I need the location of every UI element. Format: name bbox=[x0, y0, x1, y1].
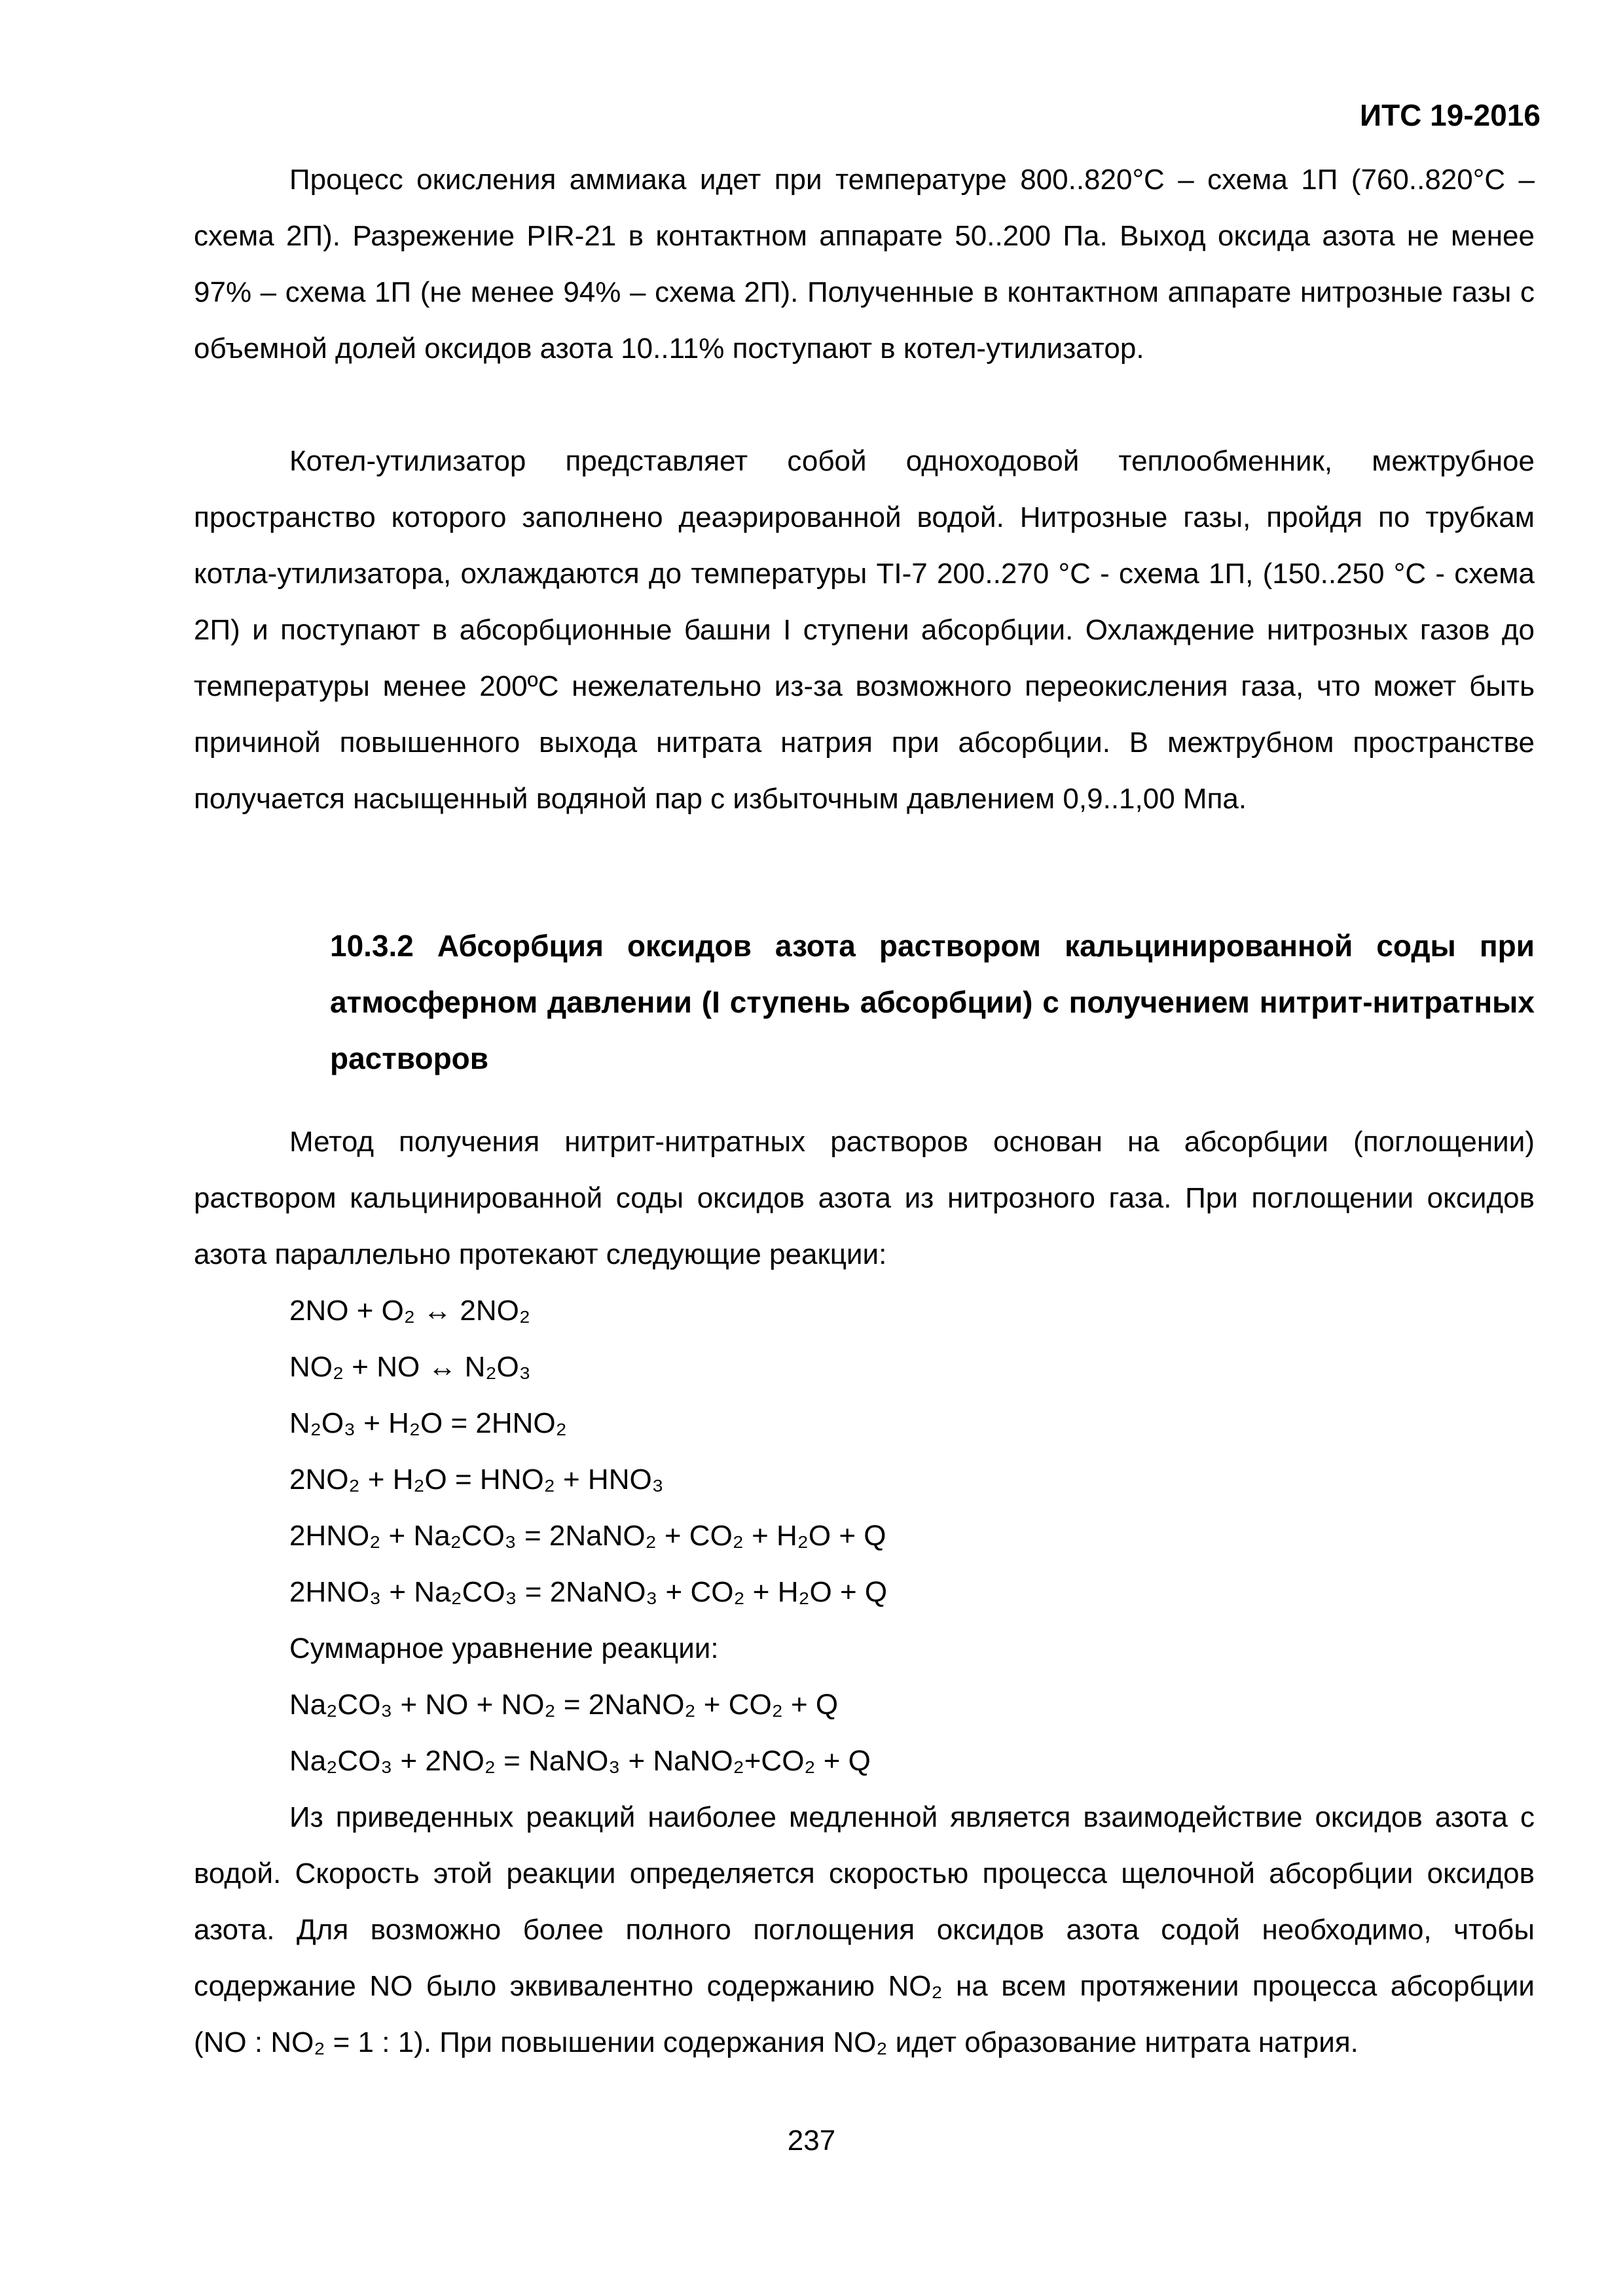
text-block-waste-heat-boiler bbox=[194, 433, 1535, 827]
paragraph-reaction-rate: Из приведенных реакций наиболее медленной является взаимодействие оксидов азота с водой. Скорость этой реакции определяется скоростью процесса щелочной абсорбции оксидов азота. Для возможно более полного поглощения оксидов азота содой необходимо, чтобы содержание NO было эквивалентно содержанию NO₂ на всем протяжении процесса абсорбции (NO : NO₂ = 1 : 1). При повышении содержания NO₂ идет образование нитрата натрия. bbox=[194, 1801, 1535, 2058]
paragraph-method: Метод получения нитрит-нитратных растворов основан на абсорбции (поглощении) раствором кальцинированной соды оксидов азота из нитрозного газа. При поглощении оксидов азота параллельно протекают следующие реакции: bbox=[194, 1126, 1535, 1270]
equation-4: 2NO₂ + H₂O = HNO₂ + HNO₃ bbox=[289, 1463, 664, 1496]
paragraph-ammonia-oxidation: Процесс окисления аммиака идет при температуре 800..820°С – схема 1П (760..820°С – схема 2П). Разрежение PIR-21 в контактном аппарате 50..200 Па. Выход оксида азота не менее 97% – схема 1П (не менее 94% – схема 2П). Полученные в контактном аппарате нитрозные газы с объемной долей оксидов азота 10..11% поступают в котел-утилизатор. bbox=[194, 164, 1535, 365]
equation-1: 2NO + O₂ ↔ 2NO₂ bbox=[289, 1295, 530, 1327]
equation-5: 2HNO₂ + Na₂CO₃ = 2NaNO₂ + CO₂ + H₂O + Q bbox=[289, 1520, 886, 1552]
equation-3: N₂O₃ + H₂O = 2HNO₂ bbox=[289, 1407, 567, 1439]
text-block-method bbox=[194, 1114, 1535, 1283]
section-heading: 10.3.2 Абсорбция оксидов азота раствором кальцинированной соды при атмосферном давлении (I ступень абсорбции) с получением нитрит-нитратных растворов bbox=[330, 929, 1535, 1075]
reaction-equations bbox=[289, 1283, 887, 1789]
equation-8: Na₂CO₃ + 2NO₂ = NaNO₃ + NaNO₂+CO₂ + Q bbox=[289, 1745, 871, 1777]
equation-7: Na₂CO₃ + NO + NO₂ = 2NaNO₂ + CO₂ + Q bbox=[289, 1689, 839, 1721]
text-block-ammonia-oxidation bbox=[194, 152, 1535, 377]
page-number: 237 bbox=[787, 2125, 836, 2157]
equation-2: NO₂ + NO ↔ N₂O₃ bbox=[289, 1351, 531, 1383]
document-code-header: ИТС 19-2016 bbox=[1360, 98, 1541, 132]
equation-6: 2HNO₃ + Na₂CO₃ = 2NaNO₃ + CO₂ + H₂O + Q bbox=[289, 1576, 888, 1608]
summary-equation-label: Суммарное уравнение реакции: bbox=[289, 1632, 719, 1664]
text-block-reaction-rate bbox=[194, 1789, 1535, 2071]
paragraph-waste-heat-boiler: Котел-утилизатор представляет собой одноходовой теплообменник, межтрубное пространство которого заполнено деаэрированной водой. Нитрозные газы, пройдя по трубкам котла-утилизатора, охлаждаются до температуры TI-7 200..270 °С - схема 1П, (150..250 °С - схема 2П) и поступают в абсорбционные башни I ступени абсорбции. Охлаждение нитрозных газов до температуры менее 200ºС нежелательно из-за возможного переокисления газа, что может быть причиной повышенного выхода нитрата натрия при абсорбции. В межтрубном пространстве получается насыщенный водяной пар с избыточным давлением 0,9..1,00 Мпа. bbox=[194, 445, 1535, 815]
